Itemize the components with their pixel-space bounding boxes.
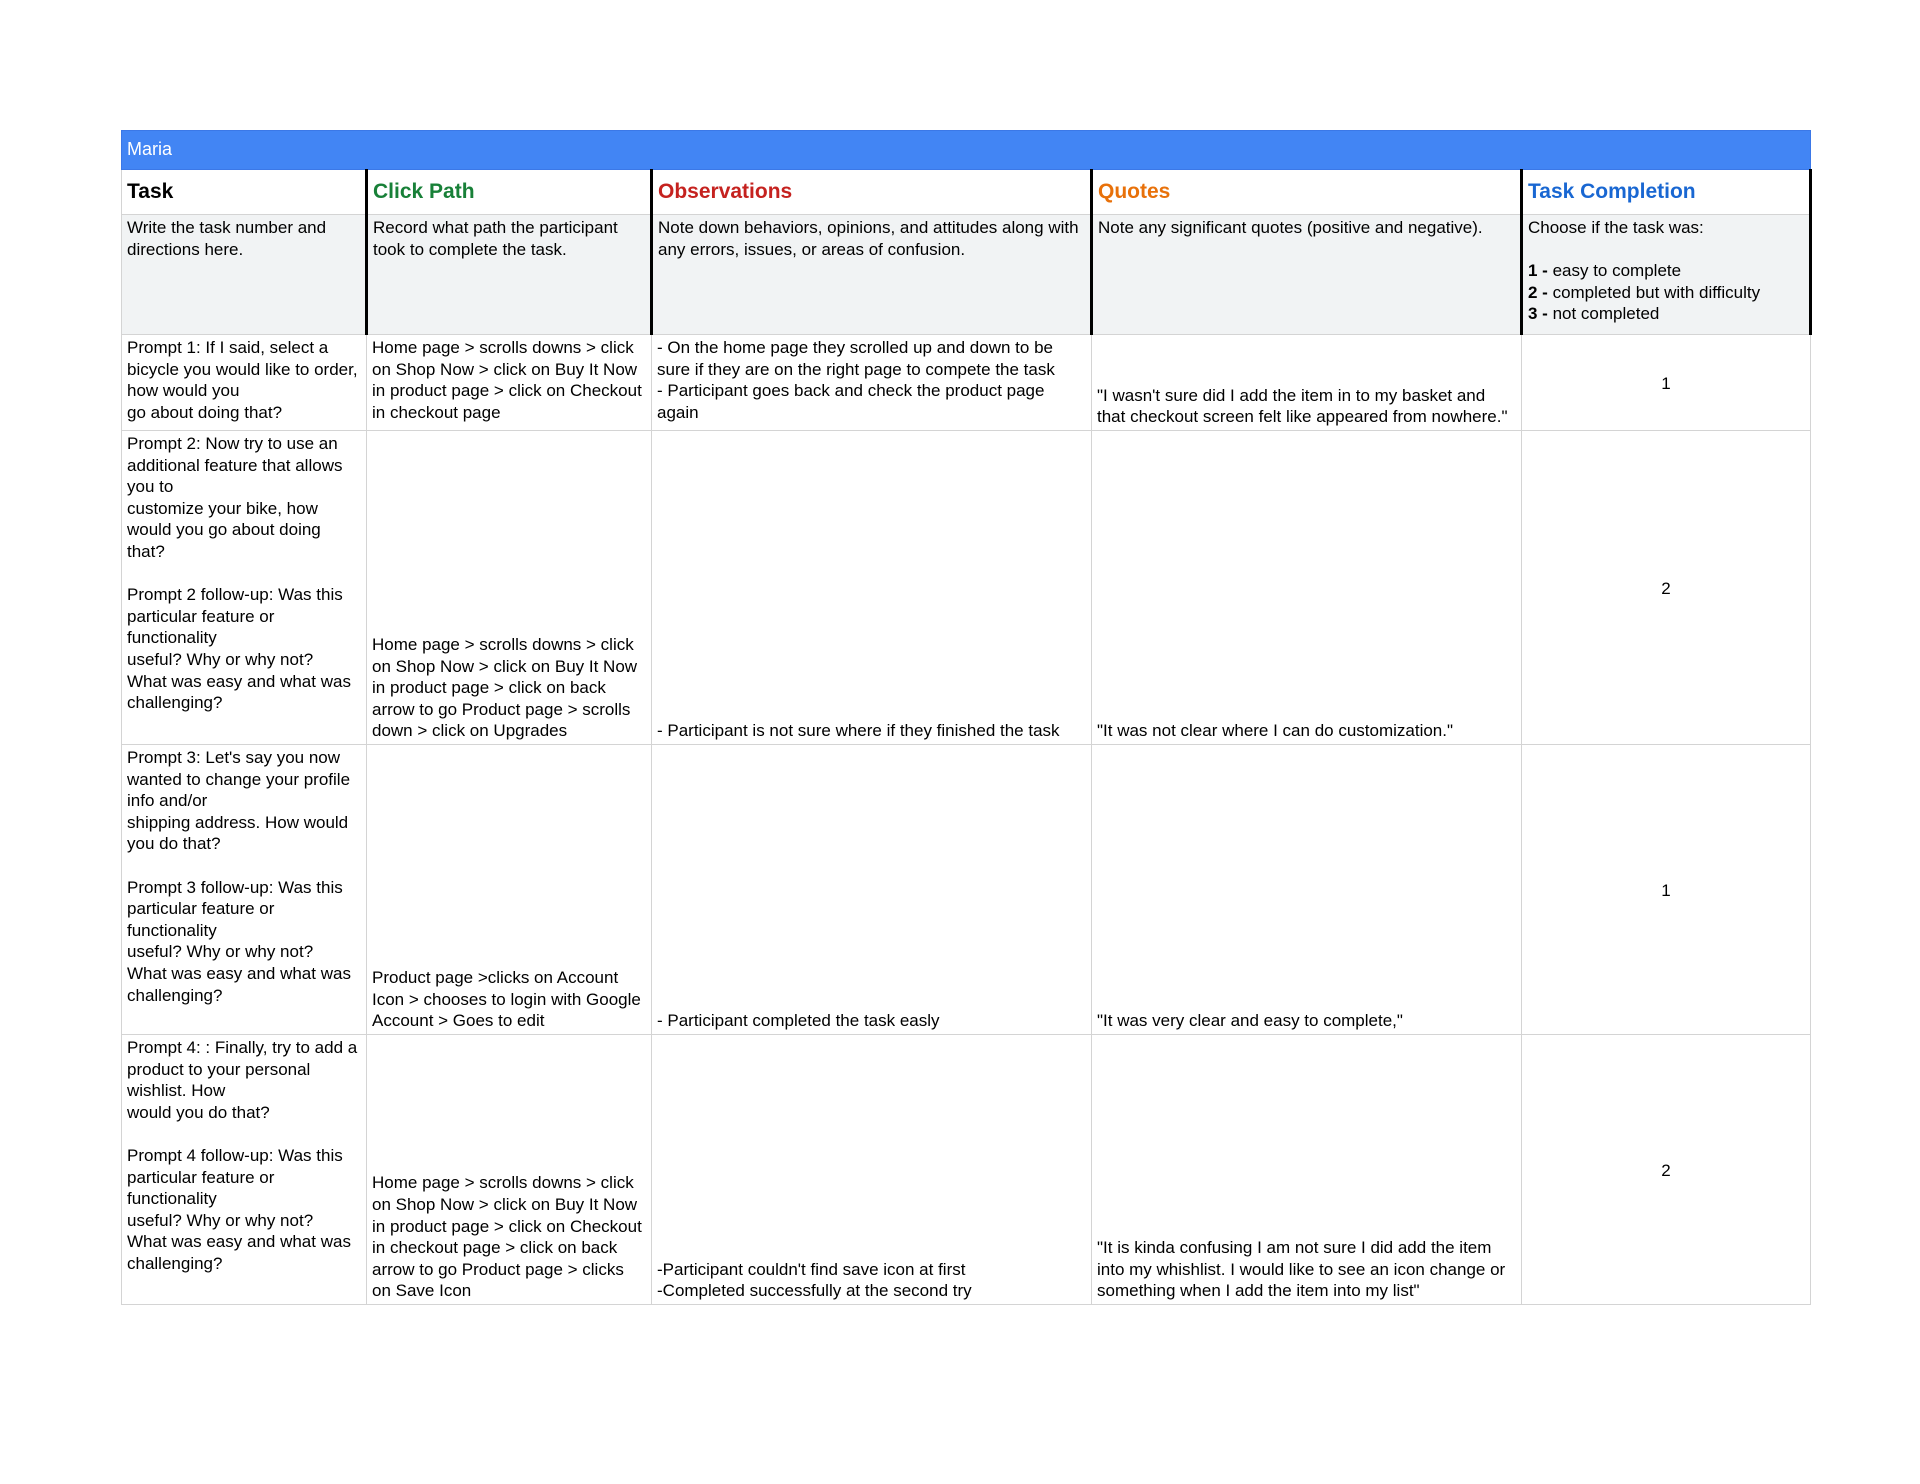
header-task-completion[interactable]: Task Completion <box>1522 170 1811 215</box>
task-cell[interactable]: Prompt 3: Let's say you now wanted to change your profile info and/or shipping address. How would you do that? Prompt 3 follow-up: Was this particular feature or functionality useful? Why or why not? What was easy and what was challenging? <box>122 745 367 1035</box>
task-cell[interactable]: Prompt 1: If I said, select a bicycle you would like to order, how would you go about doing that? <box>122 335 367 431</box>
description-task-completion[interactable] <box>1522 215 1811 335</box>
participant-title-row <box>122 131 1811 170</box>
column-header-row <box>122 170 1811 215</box>
completion-cell[interactable]: 1 <box>1522 335 1811 431</box>
click-path-cell[interactable]: Home page > scrolls downs > click on Shop Now > click on Buy It Now in product page > click on Checkout in checkout page > click on back arrow to go Product page > clicks on Save Icon <box>367 1035 652 1305</box>
click-path-cell[interactable]: Home page > scrolls downs > click on Shop Now > click on Buy It Now in product page > click on Checkout in checkout page <box>367 335 652 431</box>
observations-cell[interactable]: - Participant is not sure where if they finished the task <box>652 431 1092 745</box>
table-row <box>122 745 1811 1035</box>
quotes-cell[interactable]: "I wasn't sure did I add the item in to my basket and that checkout screen felt like appeared from nowhere." <box>1092 335 1522 431</box>
description-click-path[interactable]: Record what path the participant took to complete the task. <box>367 215 652 335</box>
table-row <box>122 431 1811 745</box>
completion-option: 1 - easy to complete <box>1528 261 1682 281</box>
usability-notes-table <box>121 130 1812 1305</box>
description-observations[interactable]: Note down behaviors, opinions, and attitudes along with any errors, issues, or areas of confusion. <box>652 215 1092 335</box>
header-click-path[interactable]: Click Path <box>367 170 652 215</box>
observations-cell[interactable]: - On the home page they scrolled up and down to be sure if they are on the right page to compete the task - Participant goes back and check the product page again <box>652 335 1092 431</box>
observations-cell[interactable]: -Participant couldn't find save icon at first -Completed successfully at the second try <box>652 1035 1092 1305</box>
header-observations[interactable]: Observations <box>652 170 1092 215</box>
task-cell[interactable]: Prompt 4: : Finally, try to add a product to your personal wishlist. How would you do that? Prompt 4 follow-up: Was this particular feature or functionality useful? Why or why not? What was easy and what was challenging? <box>122 1035 367 1305</box>
completion-option: 2 - completed but with difficulty <box>1528 282 1761 302</box>
table-row <box>122 1035 1811 1305</box>
table-row <box>122 335 1811 431</box>
description-task[interactable]: Write the task number and directions here. <box>122 215 367 335</box>
click-path-cell[interactable]: Home page > scrolls downs > click on Shop Now > click on Buy It Now in product page > click on back arrow to go Product page > scrolls down > click on Upgrades <box>367 431 652 745</box>
quotes-cell[interactable]: "It is kinda confusing I am not sure I did add the item into my whishlist. I would like to see an icon change or something when I add the item into my list" <box>1092 1035 1522 1305</box>
completion-cell[interactable]: 2 <box>1522 431 1811 745</box>
completion-cell[interactable]: 1 <box>1522 745 1811 1035</box>
description-quotes[interactable]: Note any significant quotes (positive and negative). <box>1092 215 1522 335</box>
quotes-cell[interactable]: "It was not clear where I can do customization." <box>1092 431 1522 745</box>
click-path-cell[interactable]: Product page >clicks on Account Icon > chooses to login with Google Account > Goes to edit <box>367 745 652 1035</box>
header-quotes[interactable]: Quotes <box>1092 170 1522 215</box>
completion-option: 3 - not completed <box>1528 304 1660 324</box>
description-row <box>122 215 1811 335</box>
header-task[interactable]: Task <box>122 170 367 215</box>
completion-intro: Choose if the task was: <box>1528 218 1704 237</box>
task-cell[interactable]: Prompt 2: Now try to use an additional feature that allows you to customize your bike, how would you go about doing that? Prompt 2 follow-up: Was this particular feature or functionality useful? Why or why not? What was easy and what was challenging? <box>122 431 367 745</box>
completion-cell[interactable]: 2 <box>1522 1035 1811 1305</box>
observations-cell[interactable]: - Participant completed the task easly <box>652 745 1092 1035</box>
participant-name[interactable]: Maria <box>122 131 1811 170</box>
quotes-cell[interactable]: "It was very clear and easy to complete," <box>1092 745 1522 1035</box>
